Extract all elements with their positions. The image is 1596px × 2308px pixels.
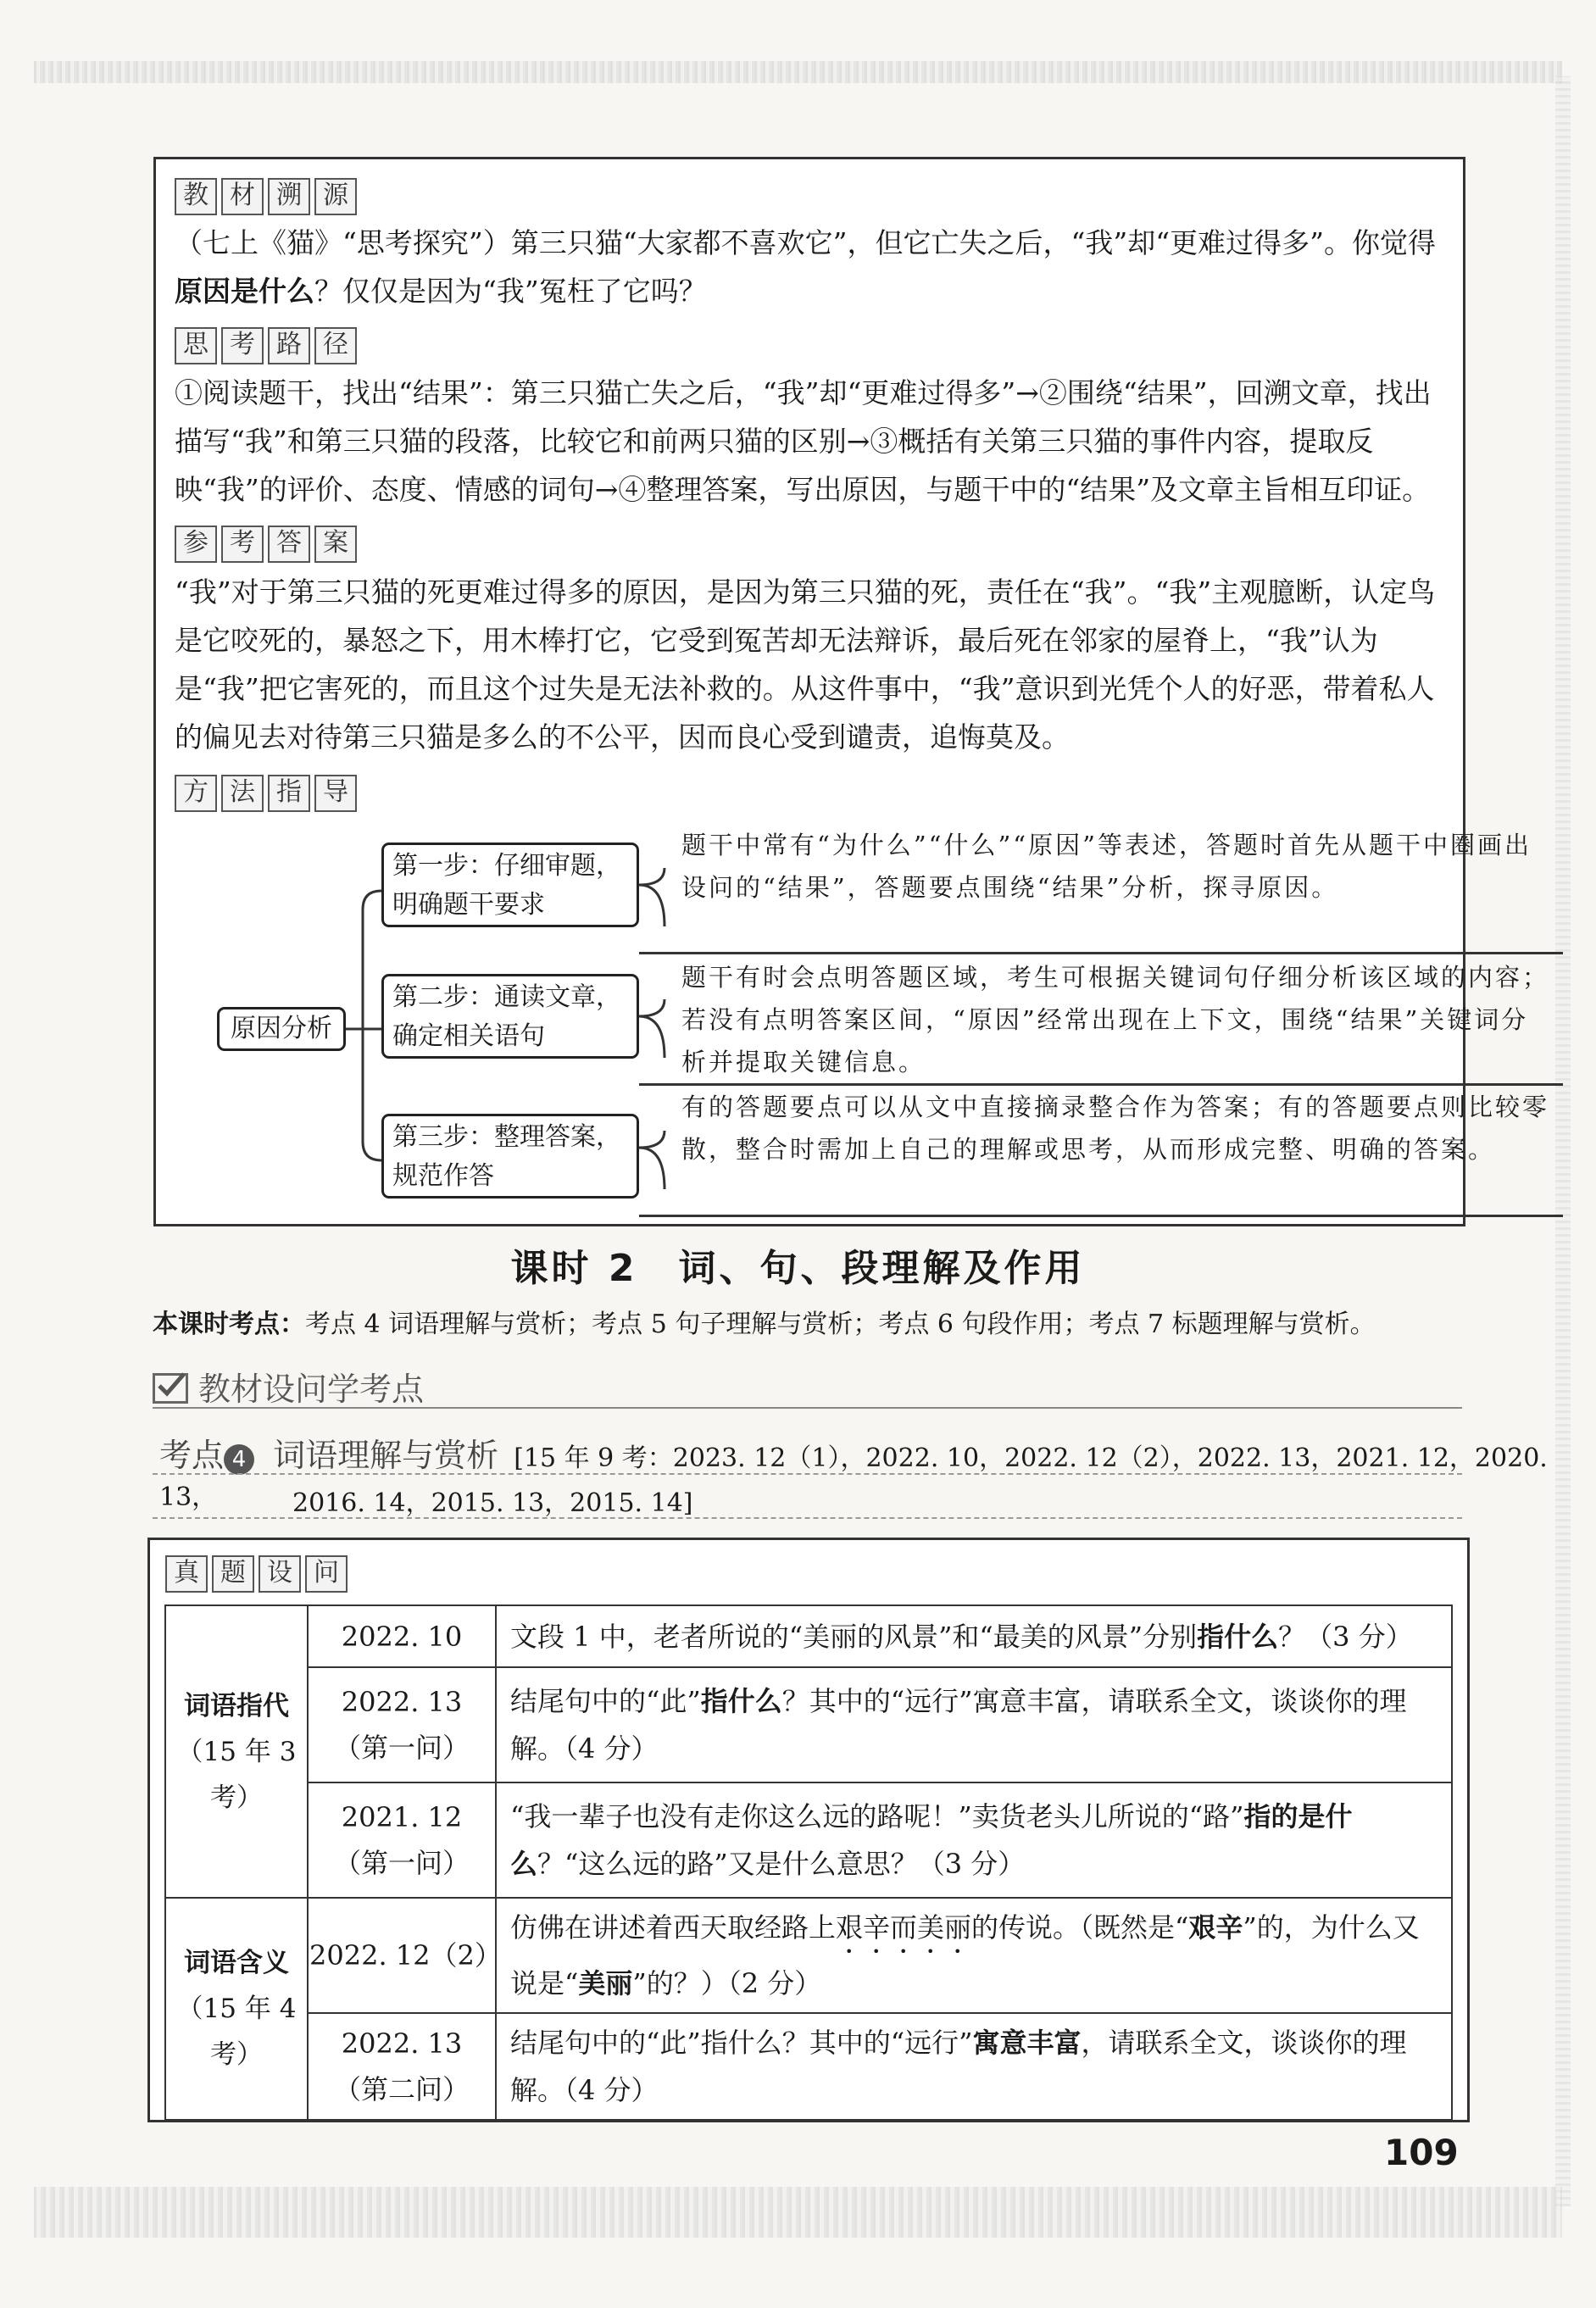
year-cell: 2021. 12 （第一问） <box>308 1782 496 1898</box>
year-cell: 2022. 13 （第一问） <box>308 1667 496 1782</box>
mindmap-step-2: 第二步：通读文章， 确定相关语句 <box>381 974 639 1059</box>
mindmap-desc-1: 题干中常有“为什么”“什么”“原因”等表述，答题时首先从题干中圈画出设问的“结果”，答题要点围绕“结果”分析，探寻原因。 <box>681 831 1532 902</box>
questions-table <box>164 1604 1453 2121</box>
table-row <box>165 1605 1452 1667</box>
table-row <box>165 1898 1452 2013</box>
check-icon <box>153 1373 188 1404</box>
category-cell: 词语指代 （15 年 3 考） <box>165 1605 308 1898</box>
mindmap-line-1 <box>639 952 1563 954</box>
scan-edge-right <box>1555 76 1571 2206</box>
section-heading: 教材设问学考点 <box>153 1363 424 1410</box>
mindmap-step-3: 第三步：整理答案， 规范作答 <box>381 1114 639 1198</box>
tag-thinking-path: 思 考 路 径 <box>175 327 361 364</box>
lesson-exam-points: 本课时考点：考点 4 词语理解与赏析；考点 5 句子理解与赏析；考点 6 句段作用；考点 7 标题理解与赏析。 <box>153 1310 1376 1339</box>
category-cell: 词语含义 （15 年 4 考） <box>165 1898 308 2120</box>
mindmap-desc-2: 题干有时会点明答题区域，考生可根据关键词句仔细分析该区域的内容；若没有点明答案区间，“原因”经常出现在上下文，围绕“结果”关键词分析并提取关键信息。 <box>681 963 1550 1076</box>
question-cell: 结尾句中的“此”指什么？其中的“远行”寓意丰富，请联系全文，谈谈你的理解。（4 分） <box>496 2013 1452 2120</box>
scan-edge-top <box>34 61 1562 83</box>
mindmap-desc-3: 有的答题要点可以从文中直接摘录整合作为答案；有的答题要点则比较零散，整合时需加上自己的理解或思考，从而形成完整、明确的答案。 <box>681 1093 1550 1164</box>
table-row <box>165 1667 1452 1782</box>
tag-reference-answer: 参 考 答 案 <box>175 526 361 563</box>
year-cell: 2022. 12（2） <box>308 1898 496 2013</box>
exam-point-rule-1 <box>153 1473 1462 1475</box>
question-text: （七上《猫》“思考探究”）第三只猫“大家都不喜欢它”，但它亡失之后，“我”却“更难过得多”。你觉得 原因是什么？仅仅是因为“我”冤枉了它吗？ <box>175 226 1436 308</box>
table-row <box>165 1782 1452 1898</box>
question-cell: 仿佛在讲述着西天取经路上艰辛而美丽的传说。（既然是“艰辛”的，为什么又说是“美丽”的？）（2 分） <box>496 1898 1452 2013</box>
reference-answer-text: “我”对于第三只猫的死更难过得多的原因，是因为第三只猫的死，责任在“我”。“我”主观臆断，认定鸟是它咬死的，暴怒之下，用木棒打它，它受到冤苦却无法辩诉，最后死在邻家的屋脊上，“我”认为是“我”把它害死的，而且这个过失是无法补救的。从这件事中，“我”意识到光凭个人的好恶，带着私人的偏见去对待第三只猫是多么的不公平，因而良心受到谴责，追悔莫及。 <box>175 576 1436 754</box>
section-rule <box>153 1407 1462 1409</box>
tag-real-questions: 真 题 设 问 <box>165 1555 352 1593</box>
mindmap-step-1: 第一步：仔细审题， 明确题干要求 <box>381 843 639 927</box>
year-cell: 2022. 13 （第二问） <box>308 2013 496 2120</box>
scan-edge-bottom <box>34 2187 1562 2238</box>
thinking-path-text: ①阅读题干，找出“结果”：第三只猫亡失之后，“我”却“更难过得多”→②围绕“结果”，回溯文章，找出描写“我”和第三只猫的段落，比较它和前两只猫的区别→③概括有关第三只猫的事件内容，提取反映“我”的评价、态度、情感的词句→④整理答案，写出原因，与题干中的“结果”及文章主旨相互印证。 <box>175 376 1432 506</box>
table-row <box>165 2013 1452 2120</box>
textbook-source-box <box>153 157 1550 1226</box>
exam-point-heading: 考点 4 词语理解与赏析 [15 年 9 考：2023. 12（1），2022. 10，2022. 12（2），2022. 13，2021. 12，2020. 13， <box>159 1437 1548 1512</box>
mindmap-line-3 <box>639 1215 1563 1217</box>
exam-point-years-cont: 2016. 14，2015. 13，2015. 14] <box>292 1488 693 1518</box>
mindmap-root: 原因分析 <box>217 1007 346 1051</box>
exam-point-rule-2 <box>153 1517 1462 1519</box>
lesson-title: 课时 2 词、句、段理解及作用 <box>510 1247 1086 1290</box>
real-questions-box <box>147 1538 1470 2122</box>
question-cell: “我一辈子也没有走你这么远的路呢！”卖货老头儿所说的“路”指的是什么？“这么远的路”又是什么意思？（3 分） <box>496 1782 1452 1898</box>
year-cell: 2022. 10 <box>308 1605 496 1667</box>
tag-textbook-source: 教 材 溯 源 <box>175 178 361 215</box>
point-number-badge: 4 <box>224 1444 254 1475</box>
page-number: 109 <box>1384 2132 1459 2173</box>
question-cell: 结尾句中的“此”指什么？其中的“远行”寓意丰富，请联系全文，谈谈你的理解。（4 分） <box>496 1667 1452 1782</box>
question-cell: 文段 1 中，老者所说的“美丽的风景”和“最美的风景”分别指什么？（3 分） <box>496 1605 1452 1667</box>
tag-method-guide: 方 法 指 导 <box>175 775 361 812</box>
